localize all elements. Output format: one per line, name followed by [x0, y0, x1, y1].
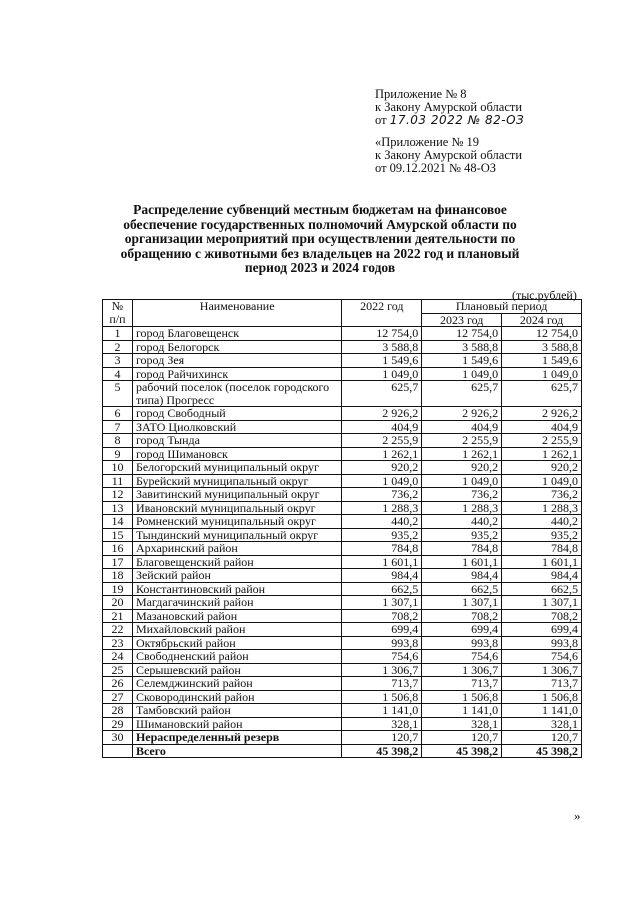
row-name: Сковородинский район	[132, 690, 342, 704]
header-plan-period: Плановый период	[422, 300, 582, 314]
table-row	[103, 407, 582, 421]
row-value-2024: 920,2	[502, 461, 582, 475]
row-value-2024: 935,2	[502, 528, 582, 542]
row-value-2022: 784,8	[342, 542, 422, 556]
row-number: 9	[103, 447, 133, 461]
row-name: ЗАТО Циолковский	[132, 420, 342, 434]
row-number: 8	[103, 434, 133, 448]
row-value-2022: 736,2	[342, 488, 422, 502]
row-number: 24	[103, 650, 133, 664]
row-value-2024: 1 307,1	[502, 596, 582, 610]
row-value-2023: 784,8	[422, 542, 502, 556]
row-name: Зейский район	[132, 569, 342, 583]
row-value-2023: 328,1	[422, 717, 502, 731]
table-row	[103, 420, 582, 434]
table-row	[103, 582, 582, 596]
row-value-2024: 625,7	[502, 381, 582, 407]
row-number: 23	[103, 636, 133, 650]
appendix-8-date	[375, 114, 524, 127]
row-value-2022: 625,7	[342, 381, 422, 407]
row-value-2022: 3 588,8	[342, 340, 422, 354]
row-name: Константиновский район	[132, 582, 342, 596]
row-number: 26	[103, 677, 133, 691]
row-value-2024: 662,5	[502, 582, 582, 596]
row-value-2024: 1 049,0	[502, 367, 582, 381]
row-value-2022: 984,4	[342, 569, 422, 583]
row-value-2022: 1 049,0	[342, 474, 422, 488]
row-name: Белогорский муниципальный округ	[132, 461, 342, 475]
row-number: 28	[103, 704, 133, 718]
row-value-2024: 1 049,0	[502, 474, 582, 488]
row-name: город Свободный	[132, 407, 342, 421]
row-name: Селемджинский район	[132, 677, 342, 691]
row-value-2023: 12 754,0	[422, 327, 502, 341]
row-value-2023: 1 049,0	[422, 367, 502, 381]
row-number: 15	[103, 528, 133, 542]
row-value-2022: 708,2	[342, 609, 422, 623]
row-value-2024: 699,4	[502, 623, 582, 637]
row-name: Бурейский муниципальный округ	[132, 474, 342, 488]
row-value-2023: 1 262,1	[422, 447, 502, 461]
row-number: 2	[103, 340, 133, 354]
row-name: город Зея	[132, 354, 342, 368]
row-value-2022: 1 288,3	[342, 501, 422, 515]
row-value-2024: 1 506,8	[502, 690, 582, 704]
row-number: 19	[103, 582, 133, 596]
row-value-2023: 2 926,2	[422, 407, 502, 421]
row-value-2023: 1 049,0	[422, 474, 502, 488]
row-value-2024: 713,7	[502, 677, 582, 691]
row-value-2023: 1 601,1	[422, 555, 502, 569]
row-value-2023: 3 588,8	[422, 340, 502, 354]
table-row	[103, 501, 582, 515]
row-value-2024: 328,1	[502, 717, 582, 731]
row-number: 16	[103, 542, 133, 556]
row-value-2023: 120,7	[422, 731, 502, 745]
row-number: 4	[103, 367, 133, 381]
row-name: Тамбовский район	[132, 704, 342, 718]
row-number: 3	[103, 354, 133, 368]
table-row	[103, 663, 582, 677]
row-number: 25	[103, 663, 133, 677]
row-value-2022: 1 307,1	[342, 596, 422, 610]
row-value-2023: 754,6	[422, 650, 502, 664]
table-row	[103, 623, 582, 637]
appendix-8-date-prefix: от	[375, 113, 387, 127]
row-value-2022: 2 926,2	[342, 407, 422, 421]
row-number: 21	[103, 609, 133, 623]
row-value-2022: 920,2	[342, 461, 422, 475]
table-row	[103, 731, 582, 745]
row-value-2022: 1 549,6	[342, 354, 422, 368]
row-value-2023: 440,2	[422, 515, 502, 529]
row-value-2024: 708,2	[502, 609, 582, 623]
row-value-2024: 1 141,0	[502, 704, 582, 718]
table-row	[103, 434, 582, 448]
row-name: Завитинский муниципальный округ	[132, 488, 342, 502]
row-number: 30	[103, 731, 133, 745]
row-value-2022: 12 754,0	[342, 327, 422, 341]
table-row	[103, 569, 582, 583]
total-row	[103, 744, 582, 758]
total-value-2024: 45 398,2	[502, 744, 582, 758]
row-number: 20	[103, 596, 133, 610]
appendix-19-law: к Закону Амурской области	[375, 148, 523, 162]
row-number: 5	[103, 381, 133, 407]
table-row	[103, 596, 582, 610]
row-value-2024: 1 306,7	[502, 663, 582, 677]
row-name: Тындинский муниципальный округ	[132, 528, 342, 542]
row-number: 17	[103, 555, 133, 569]
row-value-2023: 993,8	[422, 636, 502, 650]
row-name: Нераспределенный резерв	[132, 731, 342, 745]
row-number: 14	[103, 515, 133, 529]
table-row	[103, 677, 582, 691]
row-name: Магдагачинский район	[132, 596, 342, 610]
row-value-2023: 935,2	[422, 528, 502, 542]
row-value-2024: 784,8	[502, 542, 582, 556]
row-value-2024: 440,2	[502, 515, 582, 529]
row-value-2023: 1 549,6	[422, 354, 502, 368]
row-number: 6	[103, 407, 133, 421]
row-value-2024: 12 754,0	[502, 327, 582, 341]
total-value-2022: 45 398,2	[342, 744, 422, 758]
row-number: 12	[103, 488, 133, 502]
row-value-2023: 1 141,0	[422, 704, 502, 718]
table-row	[103, 609, 582, 623]
row-value-2024: 993,8	[502, 636, 582, 650]
row-value-2024: 1 601,1	[502, 555, 582, 569]
subvention-table	[102, 299, 582, 758]
row-value-2023: 708,2	[422, 609, 502, 623]
row-value-2024: 1 288,3	[502, 501, 582, 515]
table-row	[103, 528, 582, 542]
appendix-19-date: от 09.12.2021 № 48-ОЗ	[375, 161, 497, 175]
header-name: Наименование	[132, 300, 342, 327]
row-value-2022: 440,2	[342, 515, 422, 529]
row-value-2022: 328,1	[342, 717, 422, 731]
row-name: город Белогорск	[132, 340, 342, 354]
row-number: 10	[103, 461, 133, 475]
row-value-2024: 1 262,1	[502, 447, 582, 461]
row-value-2022: 699,4	[342, 623, 422, 637]
table-row	[103, 381, 582, 407]
total-value-2023: 45 398,2	[422, 744, 502, 758]
row-value-2024: 2 255,9	[502, 434, 582, 448]
table-row	[103, 690, 582, 704]
row-value-2022: 2 255,9	[342, 434, 422, 448]
row-number: 7	[103, 420, 133, 434]
row-value-2024: 2 926,2	[502, 407, 582, 421]
row-value-2023: 625,7	[422, 381, 502, 407]
header-2022: 2022 год	[342, 300, 422, 327]
row-value-2024: 3 588,8	[502, 340, 582, 354]
row-name: Шимановский район	[132, 717, 342, 731]
row-name: город Райчихинск	[132, 367, 342, 381]
row-name: город Тында	[132, 434, 342, 448]
table-row	[103, 474, 582, 488]
appendix-8-law: к Закону Амурской области	[375, 100, 523, 114]
total-label: Всего	[132, 744, 342, 758]
document-title: Распределение субвенций местным бюджетам на финансовое обеспечение государственных полномочий Амурской области по организации мероприятий при осуществлении деятельности по обращению с животными без владельцев на 2022 год и плановый период 2023 и 2024 годов	[120, 202, 520, 275]
row-value-2022: 1 306,7	[342, 663, 422, 677]
row-value-2023: 699,4	[422, 623, 502, 637]
row-number: 27	[103, 690, 133, 704]
row-value-2022: 935,2	[342, 528, 422, 542]
table-row	[103, 542, 582, 556]
row-number: 1	[103, 327, 133, 341]
row-value-2024: 1 549,6	[502, 354, 582, 368]
row-value-2024: 736,2	[502, 488, 582, 502]
row-value-2023: 1 288,3	[422, 501, 502, 515]
row-number: 11	[103, 474, 133, 488]
appendix-19-title: «Приложение № 19	[375, 135, 480, 149]
row-value-2022: 713,7	[342, 677, 422, 691]
row-value-2024: 984,4	[502, 569, 582, 583]
row-value-2022: 120,7	[342, 731, 422, 745]
total-number-blank	[103, 744, 133, 758]
row-value-2024: 754,6	[502, 650, 582, 664]
header-2023: 2023 год	[422, 313, 502, 327]
row-name: город Шимановск	[132, 447, 342, 461]
table-row	[103, 488, 582, 502]
row-value-2023: 736,2	[422, 488, 502, 502]
row-name: Архаринский район	[132, 542, 342, 556]
row-value-2023: 404,9	[422, 420, 502, 434]
row-number: 22	[103, 623, 133, 637]
row-name: рабочий поселок (поселок городского типа) Прогресс	[132, 381, 342, 407]
table-row	[103, 354, 582, 368]
table-row	[103, 340, 582, 354]
row-name: Михайловский район	[132, 623, 342, 637]
table-row	[103, 515, 582, 529]
table-row	[103, 704, 582, 718]
table-row	[103, 555, 582, 569]
row-value-2023: 2 255,9	[422, 434, 502, 448]
row-value-2024: 120,7	[502, 731, 582, 745]
appendix-8-block	[375, 88, 524, 127]
row-value-2023: 662,5	[422, 582, 502, 596]
row-value-2023: 920,2	[422, 461, 502, 475]
row-value-2022: 1 262,1	[342, 447, 422, 461]
units-label: (тыс.рублей)	[512, 288, 577, 302]
header-num: № п/п	[103, 300, 133, 327]
row-value-2022: 662,5	[342, 582, 422, 596]
row-name: Свободненский район	[132, 650, 342, 664]
table-row	[103, 461, 582, 475]
row-value-2022: 1 049,0	[342, 367, 422, 381]
row-value-2022: 993,8	[342, 636, 422, 650]
row-value-2023: 1 506,8	[422, 690, 502, 704]
row-value-2023: 1 306,7	[422, 663, 502, 677]
row-name: Благовещенский район	[132, 555, 342, 569]
table-row	[103, 327, 582, 341]
row-number: 18	[103, 569, 133, 583]
row-value-2022: 404,9	[342, 420, 422, 434]
row-value-2022: 1 141,0	[342, 704, 422, 718]
row-value-2024: 404,9	[502, 420, 582, 434]
row-value-2022: 754,6	[342, 650, 422, 664]
row-name: Октябрьский район	[132, 636, 342, 650]
row-name: город Благовещенск	[132, 327, 342, 341]
closing-quote: »	[574, 808, 581, 823]
row-number: 13	[103, 501, 133, 515]
row-value-2022: 1 601,1	[342, 555, 422, 569]
row-value-2023: 984,4	[422, 569, 502, 583]
row-name: Ромненский муниципальный округ	[132, 515, 342, 529]
table-row	[103, 717, 582, 731]
table-row	[103, 636, 582, 650]
row-value-2022: 1 506,8	[342, 690, 422, 704]
row-value-2023: 713,7	[422, 677, 502, 691]
table-row	[103, 367, 582, 381]
appendix-8-title: Приложение № 8	[375, 87, 467, 101]
table-row	[103, 447, 582, 461]
row-number: 29	[103, 717, 133, 731]
handwritten-date-number: 17.03 2022 № 82-ОЗ	[389, 113, 525, 127]
table-row	[103, 650, 582, 664]
row-name: Мазановский район	[132, 609, 342, 623]
header-2024: 2024 год	[502, 313, 582, 327]
appendix-19-block	[375, 136, 522, 175]
row-name: Серышевский район	[132, 663, 342, 677]
row-name: Ивановский муниципальный округ	[132, 501, 342, 515]
row-value-2023: 1 307,1	[422, 596, 502, 610]
